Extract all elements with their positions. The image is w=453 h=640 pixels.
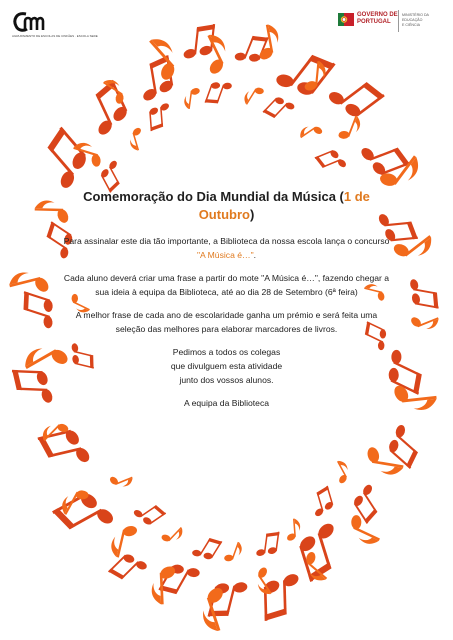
music-note-icon — [7, 266, 52, 301]
music-note-icon — [343, 511, 385, 548]
music-note-icon — [405, 277, 443, 310]
music-note-icon — [250, 564, 281, 597]
intro-paragraph — [60, 234, 393, 262]
music-note-icon — [159, 521, 186, 548]
poster-content — [60, 188, 393, 419]
music-note-icon — [314, 146, 348, 177]
music-note-icon — [284, 518, 301, 542]
request-line-2: que divulguem esta atividade — [170, 361, 283, 371]
title-close: ) — [249, 207, 255, 222]
music-note-icon — [131, 496, 167, 530]
government-name: GOVERNO DE PORTUGAL — [357, 12, 398, 25]
music-note-icon — [380, 421, 429, 470]
music-note-icon — [126, 126, 147, 152]
request-line-1: Pedimos a todos os colegas — [172, 347, 281, 357]
music-note-icon — [204, 76, 234, 110]
music-note-icon — [336, 112, 363, 145]
music-note-icon — [11, 368, 56, 404]
title-text: Comemoração do Dia Mundial da Música ( — [83, 189, 344, 204]
music-note-icon — [157, 555, 203, 604]
music-note-icon — [151, 564, 179, 605]
poster-title — [60, 188, 393, 224]
music-note-icon — [189, 531, 223, 566]
music-note-icon — [15, 290, 61, 331]
title-date: 1 de Outubro — [198, 189, 370, 222]
signature: A equipa da Biblioteca — [183, 398, 270, 408]
music-note-icon — [297, 120, 325, 146]
music-note-icon — [31, 126, 98, 194]
rules-paragraph: Cada aluno deverá criar uma frase a partir do mote "A Música é…", fazendo chegar a sua ideia à equipa da Biblioteca, até ao dia 28 de Setembro (6ª feira) — [63, 273, 390, 297]
ministry-name: MINISTÉRIO DA EDUCAÇÃO E CIÊNCIA — [402, 13, 429, 27]
music-note-icon — [80, 79, 135, 139]
music-note-icon — [262, 91, 297, 127]
music-note-icon — [222, 539, 244, 566]
music-note-icon — [408, 308, 441, 336]
music-note-icon — [329, 458, 353, 485]
music-note-icon — [307, 485, 336, 518]
intro-text: Para assinalar este dia tão importante, a Biblioteca da nossa escola lança o concurso — [63, 236, 390, 246]
prize-paragraph: A melhor frase de cada ano de escolaridade ganha um prémio e será feita uma seleção das melhores para elaborar marcadores de livros. — [75, 310, 378, 334]
music-note-icon — [194, 31, 235, 78]
music-note-icon — [232, 28, 270, 70]
music-note-icon — [255, 529, 281, 560]
music-note-icon — [271, 40, 337, 108]
school-logo-tag: AGRUPAMENTO DE ESCOLAS DE CINFÃES · ESCOLA SEDE — [12, 34, 98, 38]
music-note-icon — [109, 520, 140, 560]
request-line-3: junto dos vossos alunos. — [179, 375, 274, 385]
music-note-icon — [183, 85, 201, 110]
request-paragraph — [60, 345, 393, 387]
music-note-icon — [262, 572, 302, 621]
intro-end: . — [253, 250, 257, 260]
music-note-icon — [107, 469, 134, 492]
music-note-icon — [362, 444, 406, 476]
music-note-icon — [242, 82, 267, 110]
contest-name: "A Música é…" — [196, 250, 254, 260]
music-note-icon — [148, 102, 172, 132]
